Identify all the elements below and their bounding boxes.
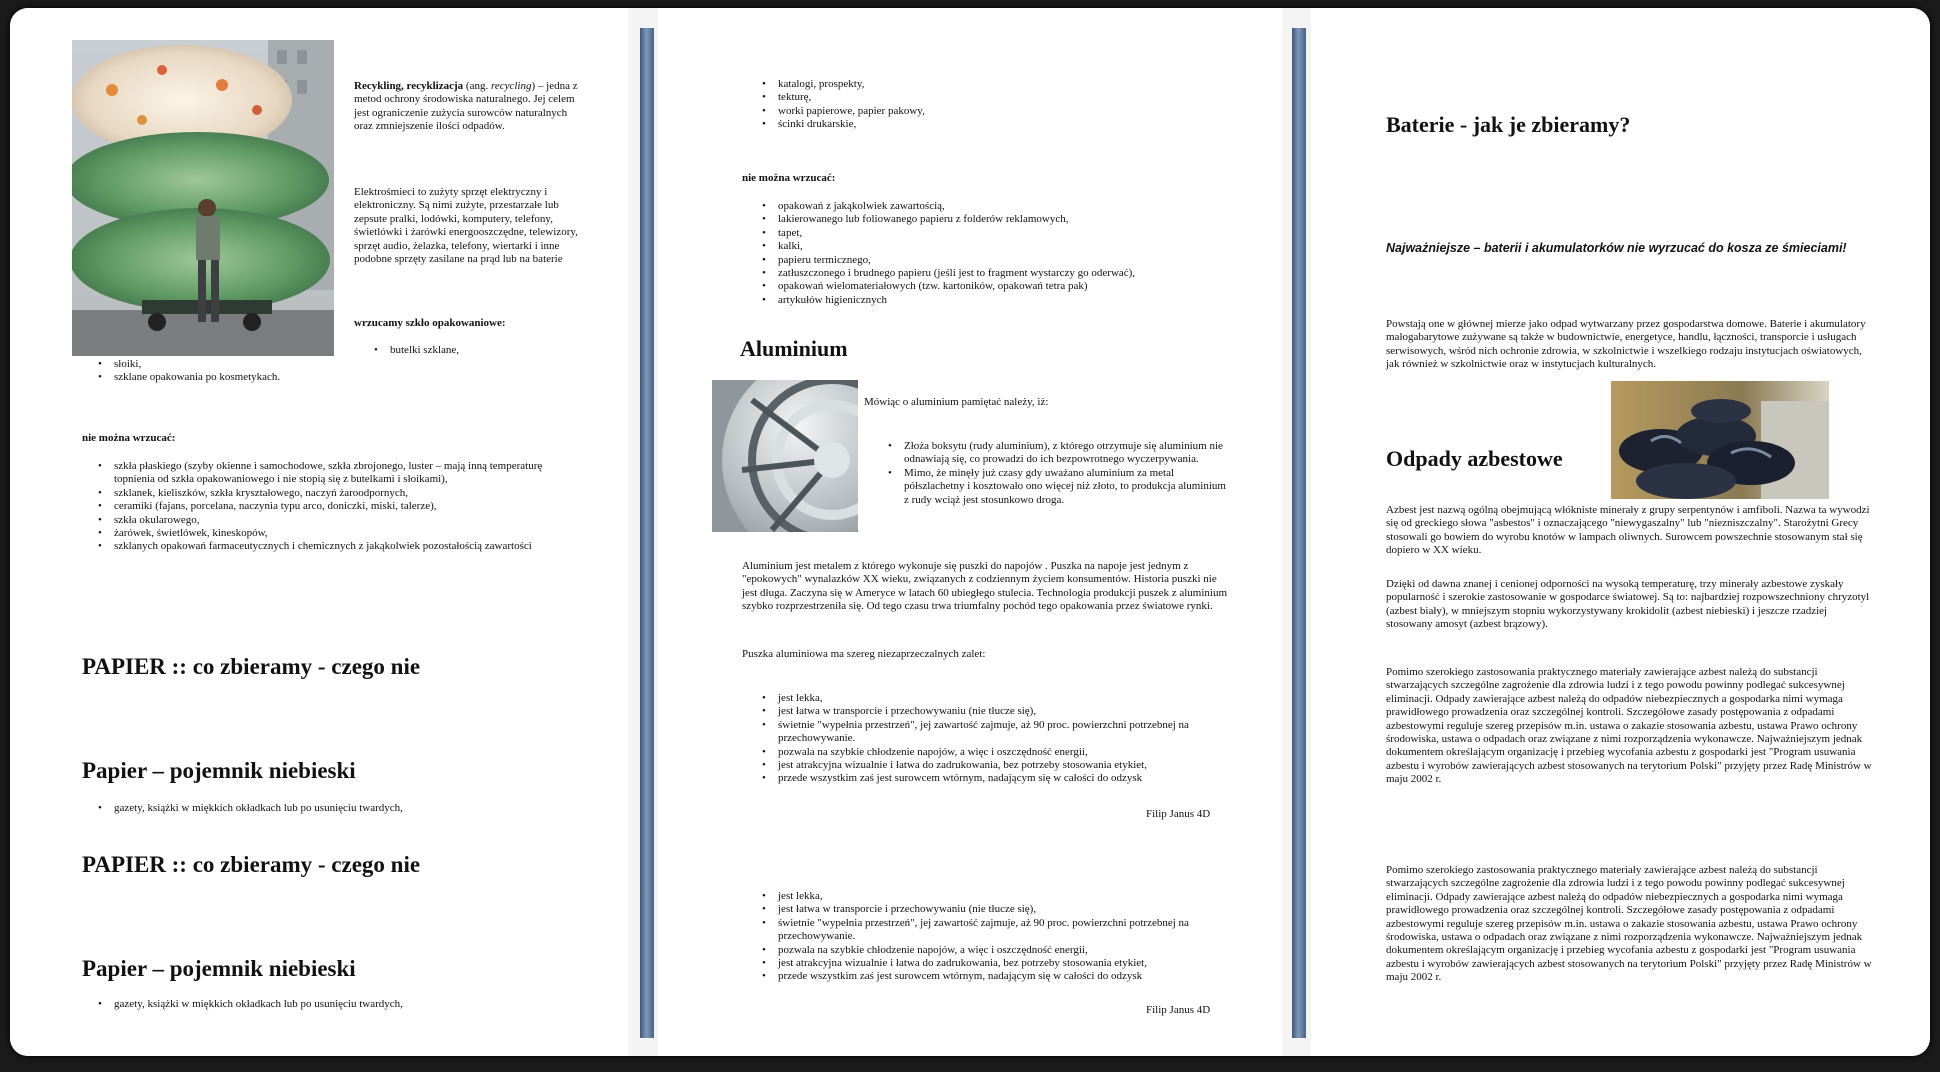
electro-waste-text: Elektrośmieci to zużyty sprzęt elektryczny i elektroniczny. Są nimi zużyte, przestarzałe lub zepsute pralki, lodówki, komputery, telefony, świetlówki i żarówki energooszczędne, telewizory, sprzęt audio, żelazka, telefony, wiertarki i inne podobne sprzęty zasilane na prąd lub na baterie <box>354 186 578 266</box>
list-item: • przede wszystkim zaś jest surowcem wtórnym, nadającym się w całości do odzysk <box>756 772 1232 785</box>
signature-2: Filip Janus 4D <box>1146 1004 1211 1016</box>
no-glass-heading: nie można wrzucać: <box>82 432 176 444</box>
can-advantages-list-1 <box>756 692 1232 786</box>
list-item: • słoiki, <box>92 358 392 371</box>
list-item: • tekturę, <box>756 91 1156 104</box>
can-advantages-heading: Puszka aluminiowa ma szereg niezaprzeczalnych zalet: <box>742 648 986 660</box>
list-item: • szklanek, kieliszków, szkła kryształowego, naczyń żaroodpornych, <box>92 487 572 500</box>
list-item: • worki papierowe, papier pakowy, <box>756 105 1156 118</box>
list-item: • szklane opakowania po kosmetykach. <box>92 371 392 384</box>
paper-subtitle-1: Papier – pojemnik niebieski <box>82 758 356 783</box>
asbestos-title: Odpady azbestowe <box>1386 446 1563 471</box>
list-item: • pozwala na szybkie chłodzenie napojów, a więc i oszczędność energii, <box>756 944 1232 957</box>
page-separator-1 <box>640 28 654 1038</box>
batteries-title: Baterie - jak je zbieramy? <box>1386 112 1631 137</box>
list-item: • ceramiki (fajans, porcelana, naczynia typu arco, doniczki, miski, talerze), <box>92 500 572 513</box>
asbestos-bags-photo <box>1611 381 1829 499</box>
list-item: • jest atrakcyjna wizualnie i łatwa do zadrukowania, bez potrzeby stosowania etykiet, <box>756 957 1232 970</box>
list-item: • szkła okularowego, <box>92 514 572 527</box>
recycling-intro-rest: ) – jedna z metod ochrony środowiska naturalnego. Jej celem jest ograniczenie zużycia surowców naturalnych oraz zmniejszenie ilości odpadów. <box>354 80 578 133</box>
no-glass-list <box>92 460 572 554</box>
page-separator-2 <box>1292 28 1306 1038</box>
list-item: • jest lekka, <box>756 890 1232 903</box>
glass-list-rest <box>92 358 392 385</box>
paper-accepted-list <box>756 78 1156 132</box>
recycling-intro-mid: (ang. <box>463 80 491 92</box>
asbestos-paragraph-4: Pomimo szerokiego zastosowania praktycznego materiały zawierające azbest należą do substancji stwarzających szczególne zagrożenie dla zdrowia ludzi i z tego powodu powinny podlegać sukcesywnej eliminacji. Odpady zawierające azbest należą do odpadów niebezpiecznych a gospodarka nimi wymaga prawidłowego prowadzenia oraz szczególnej kontroli. Szczegółowe zasady postępowania z odpadami azbestowymi reguluje szereg przepisów m.in. ustawa o zakazie stosowania azbestu, ustawa Prawo ochrony środowiska, ustawa o odpadach oraz związane z nimi rozporządzenia wykonawcze. Najważniejszym jednak dokumentem określającym organizację i przebieg wycofania azbestu z gospodarki jest "Program usuwania azbestu i wyrobów zawierających azbest stosowanych na terytorium Polski" przyjęty przez Radę Ministrów w maju 2002 r. <box>1386 864 1872 984</box>
list-item: • świetnie "wypełnia przestrzeń", jej zawartość zajmuje, aż 90 proc. powierzchni potrzebnej na przechowywanie. <box>756 719 1232 746</box>
list-item: • Mimo, że minęły już czasy gdy uważano aluminium za metal półszlachetny i kosztowało ono więcej niż złoto, to produkcja aluminium z rudy wciąż jest stosunkowo droga. <box>882 467 1228 507</box>
asbestos-paragraph-3: Pomimo szerokiego zastosowania praktycznego materiały zawierające azbest należą do substancji stwarzających szczególne zagrożenie dla zdrowia ludzi i z tego powodu powinny podlegać sukcesywnej eliminacji. Odpady zawierające azbest należą do odpadów niebezpiecznych a gospodarka nimi wymaga prawidłowego prowadzenia oraz szczególnej kontroli. Szczegółowe zasady postępowania z odpadami azbestowymi reguluje szereg przepisów m.in. ustawa o zakazie stosowania azbestu, ustawa Prawo ochrony środowiska, ustawa o odpadach oraz związane z nimi rozporządzenia wykonawcze. Najważniejszym jednak dokumentem określającym organizację i przebieg wycofania azbestu z gospodarki jest "Program usuwania azbestu i wyrobów zawierających azbest stosowanych na terytorium Polski" przyjęty przez Radę Ministrów w maju 2002 r. <box>1386 666 1872 786</box>
list-item: • lakierowanego lub foliowanego papieru z folderów reklamowych, <box>756 213 1256 226</box>
aluminium-points <box>882 440 1228 507</box>
list-item: • opakowań wielomateriałowych (tzw. kartoników, opakowań tetra pak) <box>756 280 1256 293</box>
list-item: • szklanych opakowań farmaceutycznych i chemicznych z jakąkolwiek pozostałością zawartości <box>92 540 572 553</box>
paper-no-heading: nie można wrzucać: <box>742 172 836 184</box>
list-item: • artykułów higienicznych <box>756 294 1256 307</box>
list-item: • opakowań z jakąkolwiek zawartością, <box>756 200 1256 213</box>
list-item: • Złoża boksytu (rudy aluminium), z którego otrzymuje się aluminium nie odnawiają się, co prowadzi do ich bezpowrotnego wyczerpywania. <box>882 440 1228 467</box>
list-item: • zatłuszczonego i brudnego papieru (jeśli jest to fragment wystarczy go oderwać), <box>756 267 1256 280</box>
list-item: • butelki szklane, <box>368 344 568 357</box>
page-3 <box>1311 8 1930 1056</box>
batteries-paragraph: Powstają one w głównej mierze jako odpad wytwarzany przez gospodarstwa domowe. Baterie i akumulatory małogabarytowe zużywane są także w budownictwie, energetyce, handlu, łączności, transporcie i usługach serwisowych, wśród nich ochronie zdrowia, w szkolnictwie i wszelkiego rodzaju instytucjach oświatowych, jak również w szkolnictwie oraz w instytucjach kulturalnych. <box>1386 318 1866 371</box>
paper-list-2 <box>92 998 572 1011</box>
list-item: • katalogi, prospekty, <box>756 78 1156 91</box>
list-item: • jest łatwa w transporcie i przechowywaniu (nie tłucze się), <box>756 903 1232 916</box>
bottle-cart-photo <box>72 40 334 356</box>
recycling-term: Recykling, recyklizacja <box>354 80 464 92</box>
list-item: • gazety, książki w miękkich okładkach lub po usunięciu twardych, <box>92 998 572 1011</box>
list-item: • gazety, książki w miękkich okładkach lub po usunięciu twardych, <box>92 802 572 815</box>
paper-title-1: PAPIER :: co zbieramy - czego nie <box>82 654 421 679</box>
batteries-warning: Najważniejsze – baterii i akumulatorków nie wyrzucać do kosza ze śmieciami! <box>1386 241 1847 255</box>
list-item: • świetnie "wypełnia przestrzeń", jej zawartość zajmuje, aż 90 proc. powierzchni potrzebnej na przechowywanie. <box>756 917 1232 944</box>
page-2 <box>658 8 1282 1056</box>
paper-subtitle-2: Papier – pojemnik niebieski <box>82 956 356 981</box>
aluminium-intro: Mówiąc o aluminium pamiętać należy, iż: <box>864 396 1049 408</box>
paper-title-2: PAPIER :: co zbieramy - czego nie <box>82 852 421 877</box>
asbestos-paragraph-2: Dzięki od dawna znanej i cenionej odporności na wysoką temperaturę, trzy minerały azbestowe zyskały popularność i szerokie zastosowanie w gospodarce światowej. Są to: najbardziej rozpowszechniony chryzotyl (azbest biały), w mniejszym stopniu wykorzystywany krokidolit (azbest niebieski) i jeszcze rzadziej stosowany amosyt (azbest brązowy). <box>1386 578 1870 631</box>
paper-forbidden-list <box>756 200 1256 307</box>
can-advantages-list-2 <box>756 890 1232 984</box>
recycling-english-term: recycling <box>490 80 532 92</box>
glass-list-first <box>368 344 568 357</box>
list-item: • szkła płaskiego (szyby okienne i samochodowe, szkła zbrojonego, luster – mają inną temperaturę topnienia od szkła opakowaniowego i nie stopią się z butelkami i słoikami), <box>92 460 572 487</box>
electro-waste-paragraph <box>354 186 582 266</box>
asbestos-paragraph-1: Azbest jest nazwą ogólną obejmującą włókniste minerały z grupy serpentynów i amfiboli. Nazwa ta wywodzi się od greckiego słowa "asbestos" i oznaczającego "niewygaszalny" lub "niezniszczalny". Starożytni Grecy stosowali go bowiem do wyrobu knotów w lampach oliwnych. Surowcem powszechnie stosowanym stał się dopiero w XX wieku. <box>1386 504 1870 557</box>
aluminium-title: Aluminium <box>740 336 848 361</box>
list-item: • jest łatwa w transporcie i przechowywaniu (nie tłucze się), <box>756 705 1232 718</box>
aluminium-wheel-photo <box>712 380 858 532</box>
glass-heading: wrzucamy szkło opakowaniowe: <box>354 317 506 329</box>
list-item: • papieru termicznego, <box>756 254 1256 267</box>
document-frame <box>10 8 1930 1056</box>
paper-list-1 <box>92 802 572 815</box>
list-item: • jest lekka, <box>756 692 1232 705</box>
list-item: • przede wszystkim zaś jest surowcem wtórnym, nadającym się w całości do odzysk <box>756 970 1232 983</box>
list-item: • ścinki drukarskie, <box>756 118 1156 131</box>
signature-1: Filip Janus 4D <box>1146 808 1211 820</box>
list-item: • tapet, <box>756 227 1256 240</box>
list-item: • żarówek, świetlówek, kineskopów, <box>92 527 572 540</box>
aluminium-paragraph: Aluminium jest metalem z którego wykonuje się puszki do napojów . Puszka na napoje jest jednym z "epokowych" wynalazków XX wieku, związanych z codziennym życiem konsumentów. Historia puszki nie jest długa. Zaczyna się w Ameryce w latach 60 ubiegłego stulecia. Technologia produkcji puszek z aluminium szybko rozprzestrzeniła się. Od tego czasu trwa triumfalny pochód tego opakowania przez światowe rynki. <box>742 560 1228 613</box>
page-1 <box>10 8 628 1056</box>
recycling-intro <box>354 80 582 134</box>
list-item: • pozwala na szybkie chłodzenie napojów, a więc i oszczędność energii, <box>756 746 1232 759</box>
list-item: • kalki, <box>756 240 1256 253</box>
list-item: • jest atrakcyjna wizualnie i łatwa do zadrukowania, bez potrzeby stosowania etykiet, <box>756 759 1232 772</box>
